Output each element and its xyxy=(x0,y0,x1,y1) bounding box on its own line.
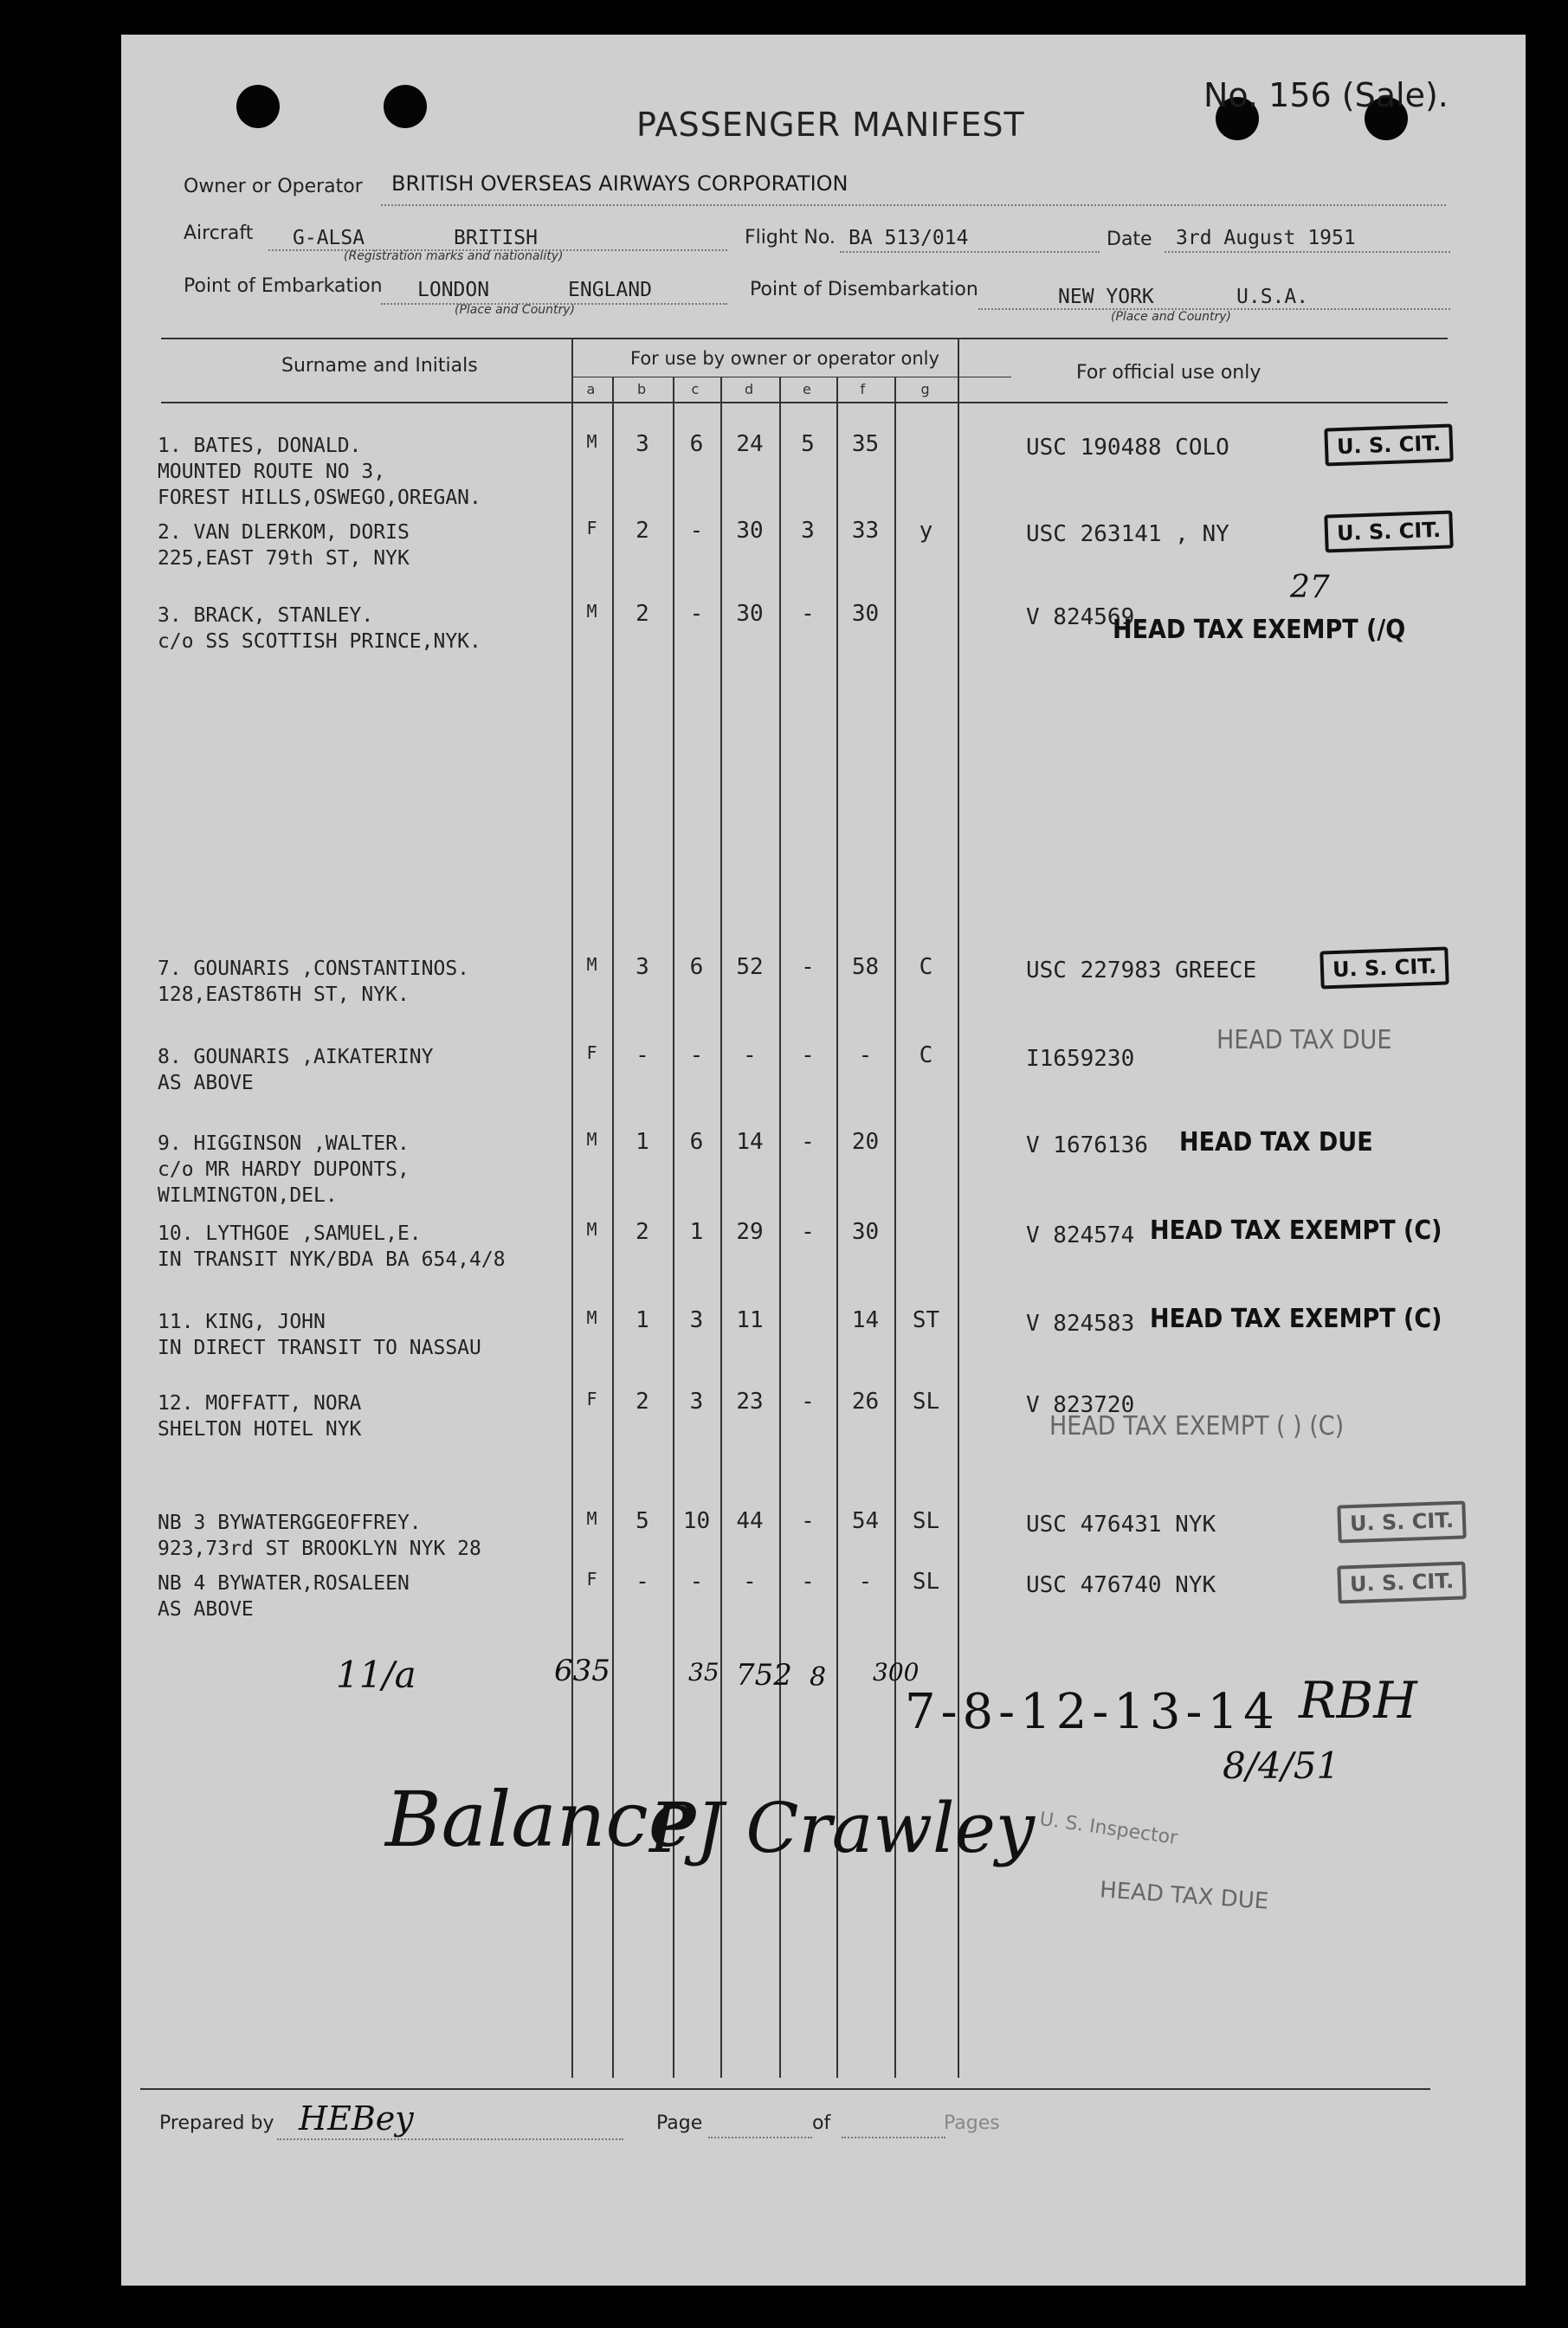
of-rule xyxy=(842,2137,945,2138)
table-bottom-rule xyxy=(140,2088,1430,2090)
us-cit-stamp: U. S. CIT. xyxy=(1320,946,1449,989)
head-tax-note: HEAD TAX EXEMPT (C) xyxy=(1150,1304,1442,1334)
cell-g: C xyxy=(919,954,933,980)
total-d: 752 xyxy=(736,1658,792,1693)
cell-e: - xyxy=(801,1569,815,1595)
total-count: 11/a xyxy=(336,1654,416,1696)
passenger-address: 923,73rd ST BROOKLYN NYK 28 xyxy=(158,1538,481,1560)
inspector-stamp-text: U. S. Inspector xyxy=(1038,1808,1179,1850)
passenger-address: c/o SS SCOTTISH PRINCE,NYK. xyxy=(158,630,481,653)
cell-c: 6 xyxy=(689,954,704,980)
handwritten-note: 27 xyxy=(1290,570,1330,605)
aircraft-label: Aircraft xyxy=(184,222,254,244)
col-letter-f: f xyxy=(860,381,866,397)
balance-note: Balance xyxy=(385,1775,694,1864)
cell-c: 6 xyxy=(689,1129,704,1155)
embark-rule xyxy=(381,303,727,305)
cell-a: F xyxy=(586,518,597,538)
cell-b: 5 xyxy=(636,1508,649,1534)
cell-d: 24 xyxy=(736,431,764,457)
cell-d: 11 xyxy=(736,1307,764,1333)
cell-f: 54 xyxy=(851,1508,880,1534)
passenger-address: MOUNTED ROUTE NO 3, xyxy=(158,461,386,483)
page-title: PASSENGER MANIFEST xyxy=(636,106,1025,144)
cell-f: 58 xyxy=(851,954,880,980)
disembark-city: NEW YORK xyxy=(1058,286,1154,308)
cell-d: 14 xyxy=(736,1129,764,1155)
col-header-surname: Surname and Initials xyxy=(281,355,478,377)
cell-c: 10 xyxy=(682,1508,711,1534)
page-rule xyxy=(708,2137,812,2138)
disembark-country: U.S.A. xyxy=(1236,286,1309,308)
official-entry: V 824574 xyxy=(1026,1222,1135,1248)
passenger-address: 128,EAST86TH ST, NYK. xyxy=(158,983,410,1006)
owner-label: Owner or Operator xyxy=(184,176,363,197)
cell-b: 2 xyxy=(636,1389,649,1415)
cell-c: 3 xyxy=(689,1307,704,1333)
aircraft-value: G-ALSA xyxy=(293,227,365,249)
passenger-name: 10. LYTHGOE ,SAMUEL,E. xyxy=(158,1222,422,1245)
cell-c: - xyxy=(689,601,704,627)
owner-rule xyxy=(381,204,1446,206)
cell-e: - xyxy=(801,1508,815,1534)
cell-e: - xyxy=(801,601,815,627)
col-letter-g: g xyxy=(920,381,930,397)
cell-a: M xyxy=(586,954,597,975)
col-letter-b: b xyxy=(637,381,647,397)
head-tax-note: HEAD TAX EXEMPT (C) xyxy=(1150,1216,1442,1246)
cell-g: SL xyxy=(912,1569,940,1595)
cell-d: 52 xyxy=(736,954,764,980)
of-label: of xyxy=(812,2112,831,2134)
passenger-name: 8. GOUNARIS ,AIKATERINY xyxy=(158,1046,434,1068)
total-c: 35 xyxy=(688,1658,719,1686)
sequence-note: 7-8-12-13-14 xyxy=(905,1684,1280,1740)
passenger-address: IN DIRECT TRANSIT TO NASSAU xyxy=(158,1337,481,1359)
owner-value: BRITISH OVERSEAS AIRWAYS CORPORATION xyxy=(391,171,849,196)
embark-sub: (Place and Country) xyxy=(455,303,576,317)
cell-d: 23 xyxy=(736,1389,764,1415)
total-e: 8 xyxy=(810,1662,827,1693)
disembark-rule xyxy=(978,308,1450,310)
cell-c: - xyxy=(689,518,704,544)
passenger-name: 2. VAN DLERKOM, DORIS xyxy=(158,521,410,544)
cell-c: 6 xyxy=(689,431,704,457)
official-entry: USC 476431 NYK xyxy=(1026,1512,1216,1538)
flight-label: Flight No. xyxy=(745,227,836,248)
prepared-label: Prepared by xyxy=(159,2112,274,2134)
cell-a: M xyxy=(586,1219,597,1240)
aircraft-sub: (Registration marks and nationality) xyxy=(344,249,564,263)
official-entry: V 824583 xyxy=(1026,1311,1135,1337)
cell-b: 2 xyxy=(636,601,649,627)
passenger-address: 225,EAST 79th ST, NYK xyxy=(158,547,410,570)
passenger-name: 9. HIGGINSON ,WALTER. xyxy=(158,1132,410,1155)
cell-b: 2 xyxy=(636,518,649,544)
col-header-owner-use: For use by owner or operator only xyxy=(630,348,939,369)
embark-label: Point of Embarkation xyxy=(184,275,383,297)
official-entry: USC 263141 , NY xyxy=(1026,521,1229,547)
passenger-address: c/o MR HARDY DUPONTS, xyxy=(158,1158,410,1181)
pages-label: Pages xyxy=(944,2112,1000,2134)
cell-b: 3 xyxy=(636,431,649,457)
handwritten-date: 8/4/51 xyxy=(1223,1744,1340,1787)
cell-a: F xyxy=(586,1569,597,1590)
cell-f: 14 xyxy=(851,1307,880,1333)
cell-a: F xyxy=(586,1389,597,1409)
official-entry: USC 476740 NYK xyxy=(1026,1572,1216,1598)
punch-hole-left-1 xyxy=(236,85,280,128)
cell-d: 30 xyxy=(736,601,764,627)
cell-a: F xyxy=(586,1042,597,1063)
us-cit-stamp: U. S. CIT. xyxy=(1324,510,1454,552)
prepared-rule xyxy=(277,2138,623,2140)
head-tax-note: HEAD TAX DUE xyxy=(1179,1127,1373,1158)
cell-c: 3 xyxy=(689,1389,704,1415)
cell-b: 2 xyxy=(636,1219,649,1245)
cell-c: 1 xyxy=(689,1219,704,1245)
col-header-official: For official use only xyxy=(1076,362,1261,384)
cell-b: 3 xyxy=(636,954,649,980)
us-cit-stamp: U. S. CIT. xyxy=(1337,1561,1467,1603)
total-b: 635 xyxy=(554,1654,610,1688)
passenger-address: SHELTON HOTEL NYK xyxy=(158,1418,362,1441)
date-value: 3rd August 1951 xyxy=(1176,227,1356,249)
passenger-name: 11. KING, JOHN xyxy=(158,1311,326,1333)
table-header-rule xyxy=(161,402,1448,403)
cell-e: - xyxy=(801,1219,815,1245)
cell-g: SL xyxy=(912,1508,940,1534)
disembark-sub: (Place and Country) xyxy=(1111,310,1232,324)
cell-g: SL xyxy=(912,1389,940,1415)
cell-e: - xyxy=(801,1129,815,1155)
passenger-name: 12. MOFFATT, NORA xyxy=(158,1392,362,1415)
official-entry: USC 227983 GREECE xyxy=(1026,958,1257,983)
passenger-address: IN TRANSIT NYK/BDA BA 654,4/8 xyxy=(158,1248,506,1271)
cell-d: 30 xyxy=(736,518,764,544)
cell-e: - xyxy=(801,954,815,980)
cell-b: - xyxy=(636,1569,649,1595)
page-label: Page xyxy=(656,2112,703,2134)
passenger-address: AS ABOVE xyxy=(158,1598,254,1621)
cell-c: - xyxy=(689,1042,704,1068)
initials: RBH xyxy=(1299,1671,1417,1730)
col-letter-d: d xyxy=(745,381,754,397)
cell-a: M xyxy=(586,1508,597,1529)
cell-e: 3 xyxy=(801,518,815,544)
total-f: 300 xyxy=(873,1658,920,1686)
col-letter-c: c xyxy=(691,381,700,397)
cell-f: 26 xyxy=(851,1389,880,1415)
cell-f: - xyxy=(858,1569,873,1595)
cell-d: - xyxy=(743,1042,757,1068)
col-letter-a: a xyxy=(586,381,596,397)
embark-country: ENGLAND xyxy=(568,279,652,301)
head-tax-note: HEAD TAX DUE xyxy=(1216,1025,1392,1055)
passenger-name: 3. BRACK, STANLEY. xyxy=(158,604,374,627)
cell-f: 20 xyxy=(851,1129,880,1155)
cell-b: 1 xyxy=(636,1307,649,1333)
flight-value: BA 513/014 xyxy=(849,227,969,249)
cell-f: 33 xyxy=(851,518,880,544)
cell-f: 30 xyxy=(851,601,880,627)
cell-f: 30 xyxy=(851,1219,880,1245)
cell-c: - xyxy=(689,1569,704,1595)
head-tax-due-stamp: HEAD TAX DUE xyxy=(1099,1877,1270,1915)
aircraft-nationality: BRITISH xyxy=(454,227,538,249)
head-tax-note: HEAD TAX EXEMPT (/Q xyxy=(1113,615,1406,645)
col-letter-e: e xyxy=(803,381,811,397)
embark-city: LONDON xyxy=(417,279,490,301)
official-entry: V 1676136 xyxy=(1026,1132,1148,1158)
cell-f: 35 xyxy=(851,431,880,457)
cell-f: - xyxy=(858,1042,873,1068)
passenger-name: 1. BATES, DONALD. xyxy=(158,435,362,457)
head-tax-note: HEAD TAX EXEMPT ( ) (C) xyxy=(1049,1411,1345,1441)
cell-d: 44 xyxy=(736,1508,764,1534)
date-label: Date xyxy=(1107,229,1152,250)
passenger-address: FOREST HILLS,OSWEGO,OREGAN. xyxy=(158,487,481,509)
disembark-label: Point of Disembarkation xyxy=(750,279,978,300)
cell-a: M xyxy=(586,601,597,622)
cell-g: y xyxy=(919,518,933,544)
signature: PJ Crawley xyxy=(649,1788,1036,1868)
official-entry: V 824569 xyxy=(1026,604,1135,630)
passenger-name: NB 4 BYWATER,ROSALEEN xyxy=(158,1572,410,1595)
cell-a: M xyxy=(586,1129,597,1150)
cell-g: C xyxy=(919,1042,933,1068)
cell-d: - xyxy=(743,1569,757,1595)
manifest-number: No. 156 (Sale). xyxy=(1203,76,1449,114)
cell-b: 1 xyxy=(636,1129,649,1155)
us-cit-stamp: U. S. CIT. xyxy=(1337,1500,1467,1543)
cell-e: - xyxy=(801,1389,815,1415)
us-cit-stamp: U. S. CIT. xyxy=(1324,423,1454,466)
aircraft-rule xyxy=(268,249,727,251)
punch-hole-left-2 xyxy=(384,85,427,128)
prepared-value: HEBey xyxy=(299,2099,414,2138)
official-entry: V 823720 xyxy=(1026,1392,1135,1418)
official-entry: USC 190488 COLO xyxy=(1026,435,1229,461)
passenger-name: 7. GOUNARIS ,CONSTANTINOS. xyxy=(158,958,470,980)
flight-rule xyxy=(840,251,1100,253)
official-entry: I1659230 xyxy=(1026,1046,1135,1072)
cell-d: 29 xyxy=(736,1219,764,1245)
table-top-rule xyxy=(161,338,1448,339)
cell-e: - xyxy=(801,1042,815,1068)
passenger-name: NB 3 BYWATERGGEOFFREY. xyxy=(158,1512,422,1534)
cell-g: ST xyxy=(912,1307,940,1333)
manifest-sheet xyxy=(121,35,1526,2286)
passenger-address: WILMINGTON,DEL. xyxy=(158,1184,338,1207)
cell-b: - xyxy=(636,1042,649,1068)
cell-e: 5 xyxy=(801,431,815,457)
cell-a: M xyxy=(586,1307,597,1328)
date-rule xyxy=(1165,251,1450,253)
passenger-address: AS ABOVE xyxy=(158,1072,254,1094)
cell-a: M xyxy=(586,431,597,452)
